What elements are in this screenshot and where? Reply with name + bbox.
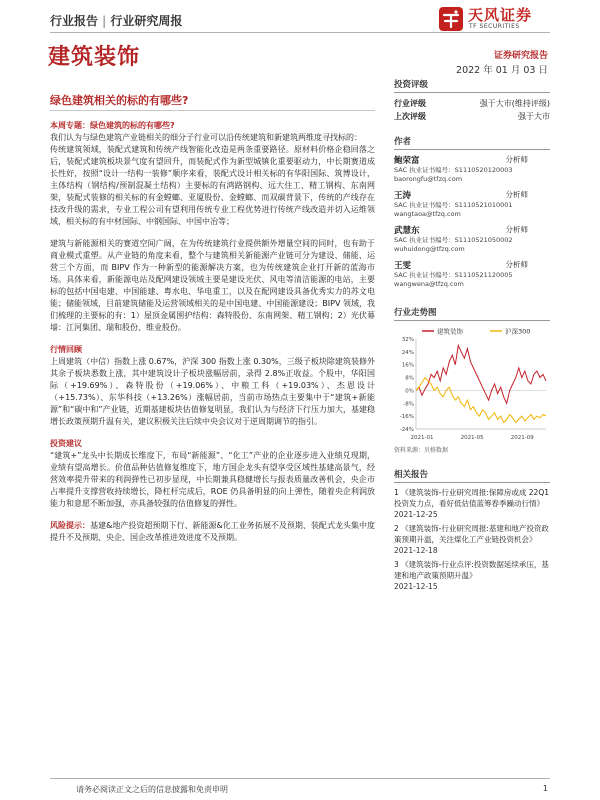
y-tick-label: -16% xyxy=(399,414,414,421)
author-email[interactable]: wangwena@tfzq.com xyxy=(394,280,464,288)
author-cert: SAC 执业证书编号：S1110520120003 xyxy=(394,166,513,174)
legend-label: 建筑装饰 xyxy=(437,327,463,336)
author-role: 分析师 xyxy=(505,260,528,269)
header-divider xyxy=(50,32,550,33)
y-tick-label: 16% xyxy=(401,362,414,369)
paragraph-traditional: 传统建筑领域，装配式建筑和传统产线智能化改造是两条重要路径。原材料价格企稳回落之后，装配式建筑板块景气度有望回升，而装配式作为新型城镇化重要驱动力，中长期赛道成长性好，按照“设计一结构一装修”顺序来看，装配式设计相关标的有华阳国际、筑博设计，主体结构（钢结构/预制混凝土结构）主要标的有鸿路钢构、远大住工、精工钢构、东南网架，装配式装修的相关标的有金螳螂、亚厦股份、金螳螂、而双碳背景下，传统的产线存在技改升级的需求，专业工程公司有望利用传统专业工程优势进行传统产线改造并切入运维领域，相关标的有中材国际、中钢国际、中国中冶等； xyxy=(50,145,375,226)
trend-heading: 行业走势图 xyxy=(394,306,550,321)
author-email[interactable]: wuhuidong@tfzq.com xyxy=(394,245,465,253)
related-report-title[interactable]: 1 《建筑装饰-行业研究周报:保障房或成 22Q1 投资发力点，看好低估值蓝筹春季躁动行情》 xyxy=(394,488,549,508)
author-cert: SAC 执业证书编号：S1110521120005 xyxy=(394,271,513,279)
author-role: 分析师 xyxy=(505,225,528,234)
risk-warning xyxy=(50,520,375,544)
author-entry xyxy=(394,154,550,184)
investment-advice-title: 投资建议 xyxy=(50,439,82,448)
industry-rating-row xyxy=(394,97,550,110)
author-name: 鲍荣富 xyxy=(394,156,420,166)
industry-rating-value: 强于大市(维持评级) xyxy=(479,99,550,108)
series-line xyxy=(416,345,546,403)
report-subtitle: 绿色建筑相关的标的有哪些? xyxy=(50,94,189,107)
author-role: 分析师 xyxy=(505,190,528,199)
y-tick-label: -8% xyxy=(403,401,414,408)
related-report-item[interactable] xyxy=(394,487,550,520)
y-tick-label: 24% xyxy=(401,349,414,356)
previous-rating-row xyxy=(394,110,550,123)
author-list xyxy=(394,154,550,289)
author-email[interactable]: wangtaoa@tfzq.com xyxy=(394,210,461,218)
author-name: 王雯 xyxy=(394,261,412,271)
page-title: 建筑装饰 xyxy=(48,45,141,70)
author-name: 武慧东 xyxy=(394,226,420,236)
risk-title: 风险提示： xyxy=(50,521,91,530)
logo-text-en: TF SECURITIES xyxy=(469,23,520,30)
author-entry xyxy=(394,189,550,219)
author-name: 王涛 xyxy=(394,191,412,201)
x-tick-label: 2021-01 xyxy=(410,435,434,441)
legend-label: 沪深300 xyxy=(505,327,531,336)
tf-securities-logo-icon xyxy=(438,6,464,32)
footer-disclaimer: 请务必阅读正文之后的信息披露和免责申明 xyxy=(76,785,228,794)
report-type-header xyxy=(50,12,182,29)
previous-rating-value: 强于大市 xyxy=(518,112,550,121)
report-date: 2022 年 01 月 03 日 xyxy=(456,65,548,76)
footer-divider xyxy=(50,778,550,779)
related-report-date: 2021-12-25 xyxy=(394,510,438,519)
author-email[interactable]: baorongfu@tfzq.com xyxy=(394,175,463,183)
industry-rating-label: 行业评级 xyxy=(394,99,426,108)
report-subtype: 行业研究周报 xyxy=(110,14,183,28)
related-report-date: 2021-12-15 xyxy=(394,582,438,591)
related-report-date: 2021-12-18 xyxy=(394,546,438,555)
paragraph-market: 上周建筑（中信）指数上涨 0.67%，沪深 300 指数上涨 0.30%，三级子板块除建筑装修外其余子板块悉数上涨，其中建筑设计子板块涨幅居前，录得 2.8%正收益。个股中，华阳国际（+19.69%）、森特股份（+19.06%）、中粮工科（+19.03%）、杰恩设计（+15.73%）、东华科技（+13.26%）涨幅居前，当前市场热点主要集中于“建筑+新能源”和“碳中和”产业链，近期基建板块估值修复明显，我们认为与经济下行压力加大，基建稳增长政策预期升温有关，建议积极关注后续中央会议对于逆周期调节的指引。 xyxy=(50,357,375,426)
chart-source: 资料来源：贝格数据 xyxy=(394,447,449,454)
industry-trend-chart xyxy=(394,325,550,443)
trend-chart-svg xyxy=(394,325,550,443)
previous-rating-label: 上次评级 xyxy=(394,112,426,121)
page-number: 1 xyxy=(542,784,548,793)
paragraph-intro: 我们认为与绿色建筑产业链相关的细分子行业可以沿传统建筑和新建筑两维度寻找标的： xyxy=(50,133,362,142)
related-reports-list xyxy=(394,487,550,592)
y-tick-label: 0% xyxy=(405,388,414,395)
report-type: 行业报告 xyxy=(50,14,99,28)
author-cert: SAC 执业证书编号：S1110521010001 xyxy=(394,201,513,209)
x-tick-label: 2021-09 xyxy=(510,435,534,441)
author-role: 分析师 xyxy=(505,155,528,164)
related-report-item[interactable] xyxy=(394,523,550,556)
rating-heading: 投资评级 xyxy=(394,78,550,93)
related-reports-heading: 相关报告 xyxy=(394,468,550,483)
y-tick-label: -24% xyxy=(399,427,414,433)
sidebar xyxy=(394,78,550,595)
topic-title: 本周专题：绿色建筑的标的有哪些? xyxy=(50,121,175,130)
x-tick-label: 2021-05 xyxy=(460,435,484,441)
subtitle-divider xyxy=(50,110,375,111)
market-review-title: 行情回顾 xyxy=(50,345,82,354)
report-category: 证券研究报告 xyxy=(493,51,548,61)
y-tick-label: 8% xyxy=(405,375,414,382)
author-entry xyxy=(394,224,550,254)
header-separator: | xyxy=(102,14,107,28)
y-tick-label: 32% xyxy=(401,337,414,343)
author-entry xyxy=(394,259,550,289)
logo-text-cn: 天风证券 xyxy=(468,6,533,24)
paragraph-new-energy: 建筑与新能源相关的赛道空间广阔，在为传统建筑行业提供额外增量空间的同时，也有助于商业模式重塑。从产业链的角度来看，整个与建筑相关新能源产业链可分为建设、储能、运营三个方面，而 BIPV 作为一种新型的能源解决方案，也为传统建筑企业打开新的蓝海市场。具体来看，新能源电站及配网建设领域主要是建设光伏、风电等清洁能源的电站，主要标的包括中国电建、中国能建、粤水电、华电重工，以及在配网建设具备优秀实力的苏文电能；储能领域，目前建筑储能及运营领域相关的是中国电建、中国能源建设；BIPV 领域，我们梳理的主要标的有：1）屋顶金属围护结构：森特股份、东南网架、精工钢构；2）光伏幕墙：江河集团、瑞和股份、维业股份。 xyxy=(50,239,375,332)
author-cert: SAC 执业证书编号：S1110521050002 xyxy=(394,236,513,244)
main-body xyxy=(50,120,375,544)
related-report-title[interactable]: 2 《建筑装饰-行业研究周报:基建和地产投资政策预期升温，关注煤化工产业链投资机会》 xyxy=(394,524,549,544)
authors-heading: 作者 xyxy=(394,135,550,150)
paragraph-investment: “建筑+”龙头中长期成长维度下，布局“新能源”、“化工”产业的企业逐步进入业绩兑现期，业绩有望高增长。价值品种估值修复维度下，地方国企龙头有望享受区域性基建高景气，经营效率提升带来的利润弹性已初步显现，中长期兼具稳健增长与报表质量改善机会，央企市占率提升支撑营收持续增长，降杠杆完成后，ROE 仍具备明显的向上弹性，随着央企利润放能力和意愿不断加强，亦具备较强的估值修复的弹性。 xyxy=(50,451,375,508)
risk-text: 基建&地产投资超预期下行、新能源&化工业务拓展不及预期、装配式龙头集中度提升不及预期、央企、国企改革推进效进度不及预期。 xyxy=(50,521,376,542)
related-report-title[interactable]: 3 《建筑装饰-行业点评:投资数据延续承压，基建和地产政策预期升温》 xyxy=(394,560,549,580)
related-report-item[interactable] xyxy=(394,559,550,592)
